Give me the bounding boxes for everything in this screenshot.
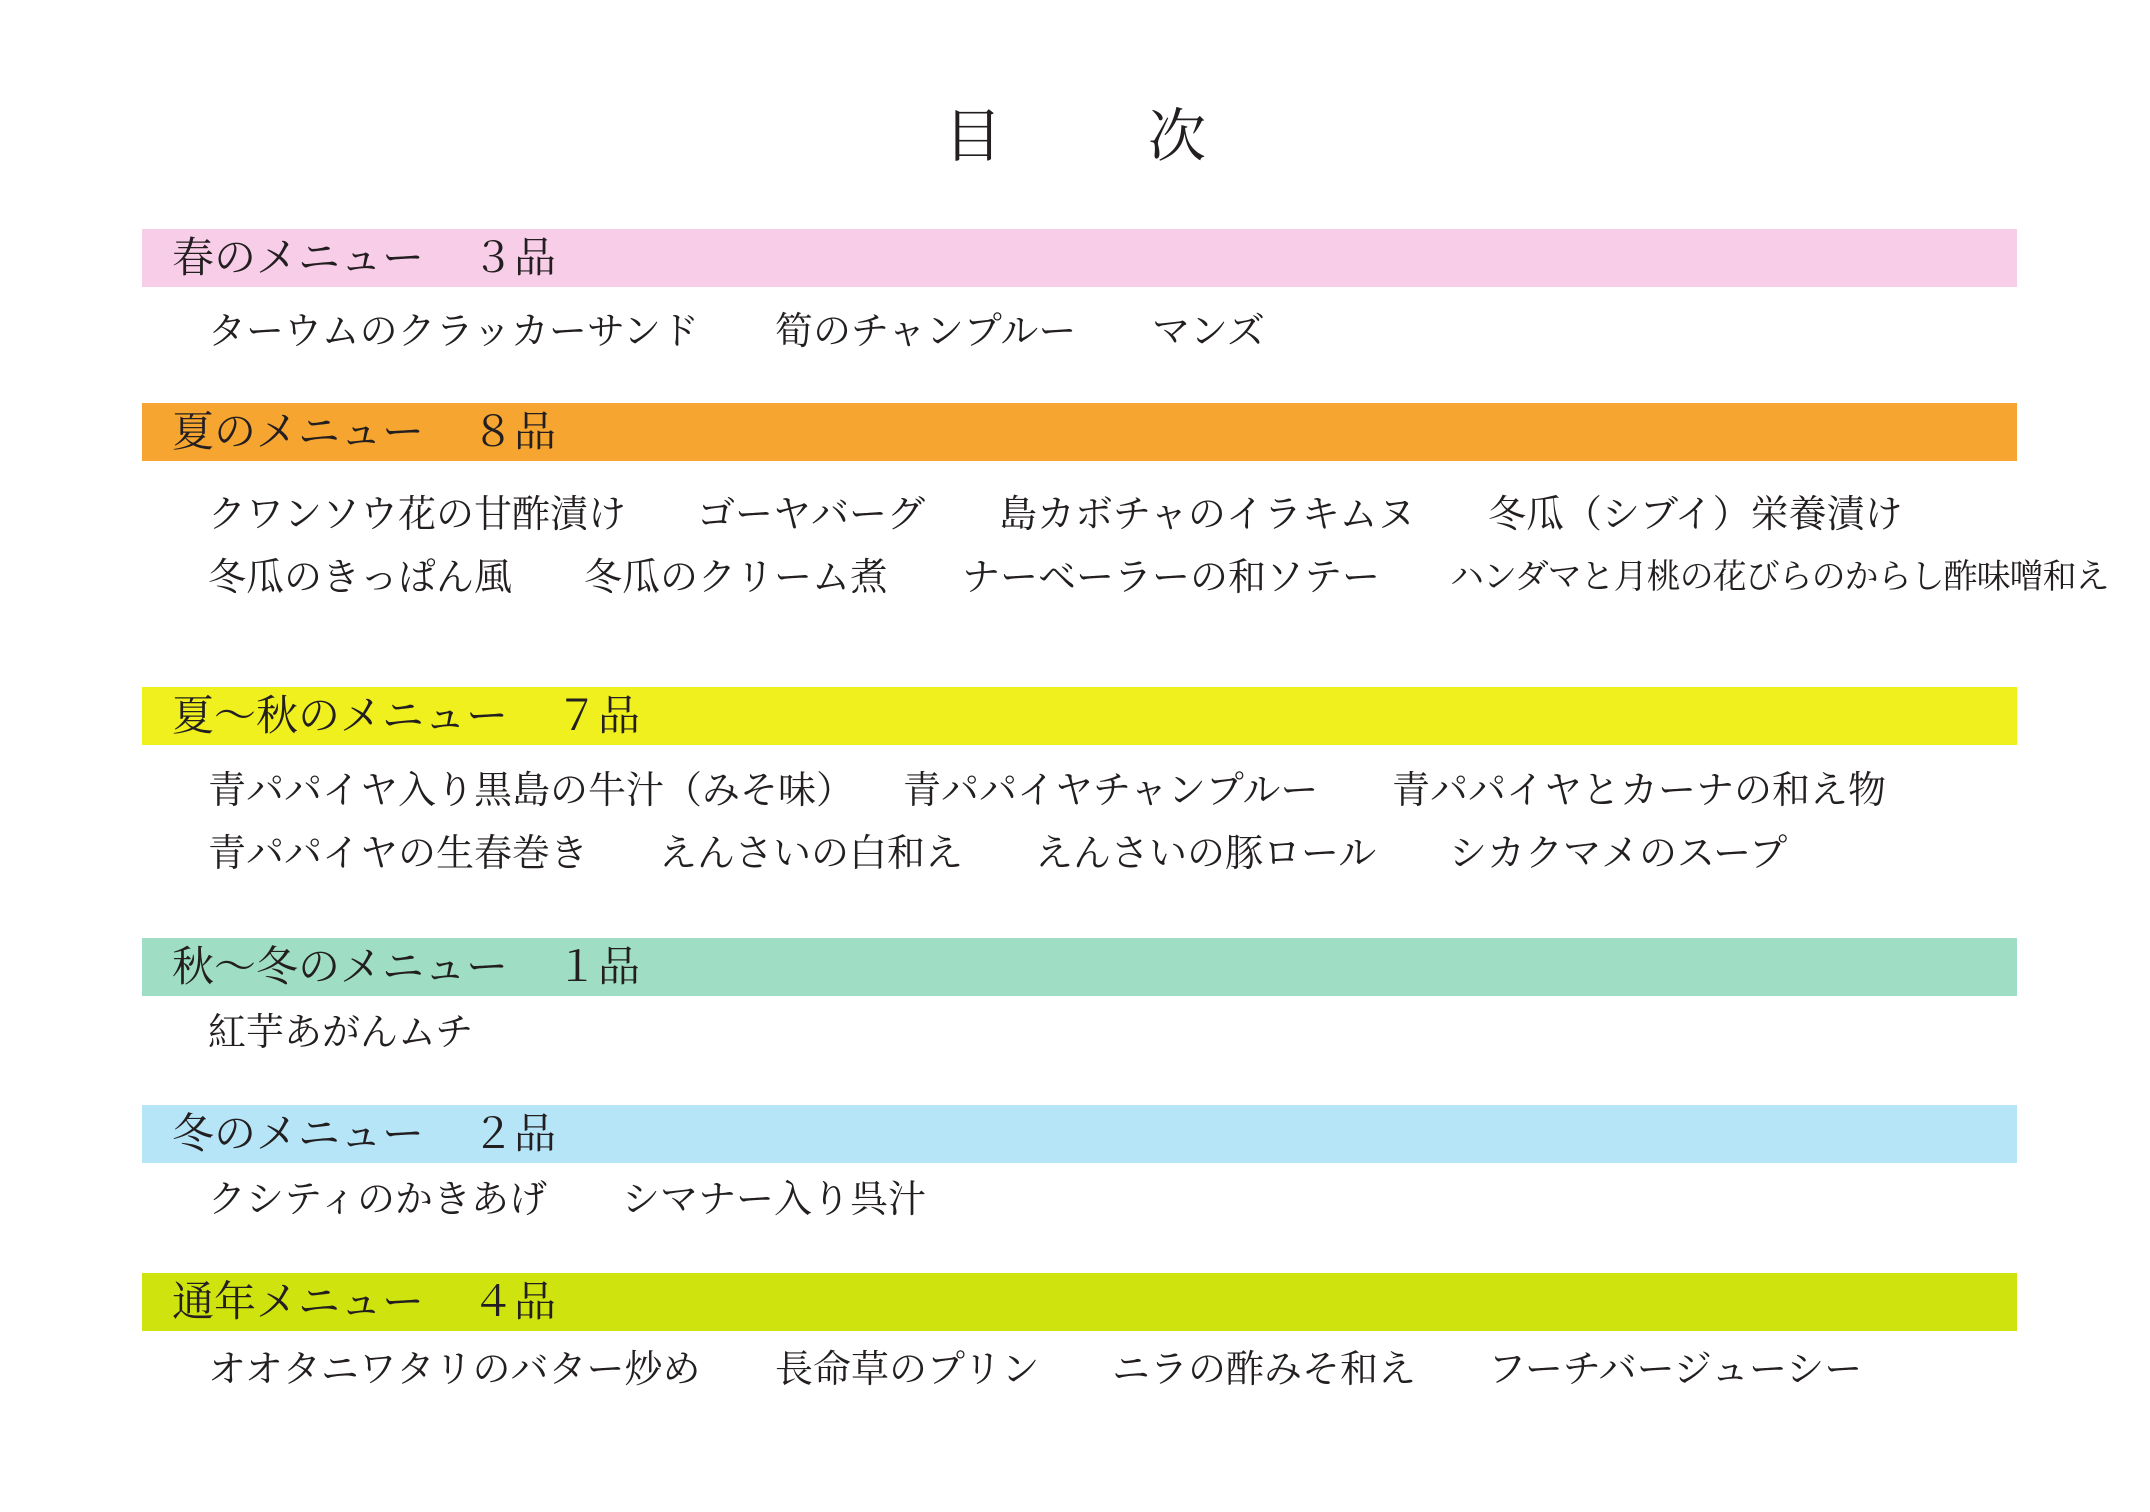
menu-item: ゴーヤバーグ bbox=[697, 492, 926, 536]
page-title: 目 次 bbox=[943, 102, 1250, 170]
section-heading-spring bbox=[172, 229, 556, 287]
section-heading-summer-autumn bbox=[172, 687, 640, 745]
section-count: ８品 bbox=[472, 407, 557, 456]
menu-item: ハンダマと月桃の花びらのからし酢味噌和え bbox=[1450, 557, 2109, 597]
section-name: 冬のメニュー bbox=[172, 1109, 425, 1158]
menu-item: ニラの酢みそ和え bbox=[1112, 1347, 1417, 1391]
section-name: 秋〜冬のメニュー bbox=[172, 942, 509, 991]
menu-item: 青パパイヤとカーナの和え物 bbox=[1392, 768, 1887, 812]
menu-item: 長命草のプリン bbox=[775, 1347, 1040, 1391]
menu-item: 筍のチャンプルー bbox=[775, 309, 1077, 353]
menu-item: マンズ bbox=[1152, 309, 1265, 353]
section-count: １品 bbox=[556, 942, 641, 991]
menu-item: ナーベーラーの和ソテー bbox=[962, 555, 1381, 599]
section-name: 夏のメニュー bbox=[172, 407, 425, 456]
menu-item: えんさいの豚ロール bbox=[1035, 831, 1377, 875]
section-name: 通年メニュー bbox=[172, 1277, 425, 1326]
section-heading-autumn-winter bbox=[172, 938, 640, 996]
section-heading-all-year bbox=[172, 1273, 556, 1331]
menu-item: 冬瓜（シブイ）栄養漬け bbox=[1488, 492, 1903, 536]
menu-item: クワンソウ花の甘酢漬け bbox=[208, 492, 627, 536]
section-name: 夏〜秋のメニュー bbox=[172, 691, 509, 740]
menu-item: 冬瓜のきっぱん風 bbox=[208, 555, 513, 599]
section-heading-summer bbox=[172, 403, 556, 461]
menu-item: オオタニワタリのバター炒め bbox=[208, 1347, 701, 1391]
menu-item: シカクマメのスープ bbox=[1449, 831, 1788, 875]
menu-item: クシティのかきあげ bbox=[208, 1177, 547, 1221]
menu-item: シマナー入り呉汁 bbox=[622, 1177, 927, 1221]
section-heading-winter bbox=[172, 1105, 556, 1163]
menu-item: ターウムのクラッカーサンド bbox=[208, 309, 699, 353]
menu-item: 冬瓜のクリーム煮 bbox=[584, 555, 889, 599]
menu-item: 紅芋あがんムチ bbox=[208, 1010, 474, 1054]
menu-item: 青パパイヤの生春巻き bbox=[208, 831, 589, 875]
section-count: ３品 bbox=[472, 233, 557, 282]
section-count: ７品 bbox=[556, 691, 641, 740]
menu-item: 青パパイヤ入り黒島の牛汁（みそ味） bbox=[208, 768, 855, 812]
menu-item: 青パパイヤチャンプルー bbox=[903, 768, 1319, 812]
section-name: 春のメニュー bbox=[172, 233, 425, 282]
section-count: ４品 bbox=[472, 1277, 557, 1326]
section-count: ２品 bbox=[472, 1109, 557, 1158]
menu-item: 島カボチャのイラキムヌ bbox=[999, 492, 1416, 536]
menu-item: えんさいの白和え bbox=[659, 831, 964, 875]
menu-item: フーチバージューシー bbox=[1488, 1347, 1863, 1391]
